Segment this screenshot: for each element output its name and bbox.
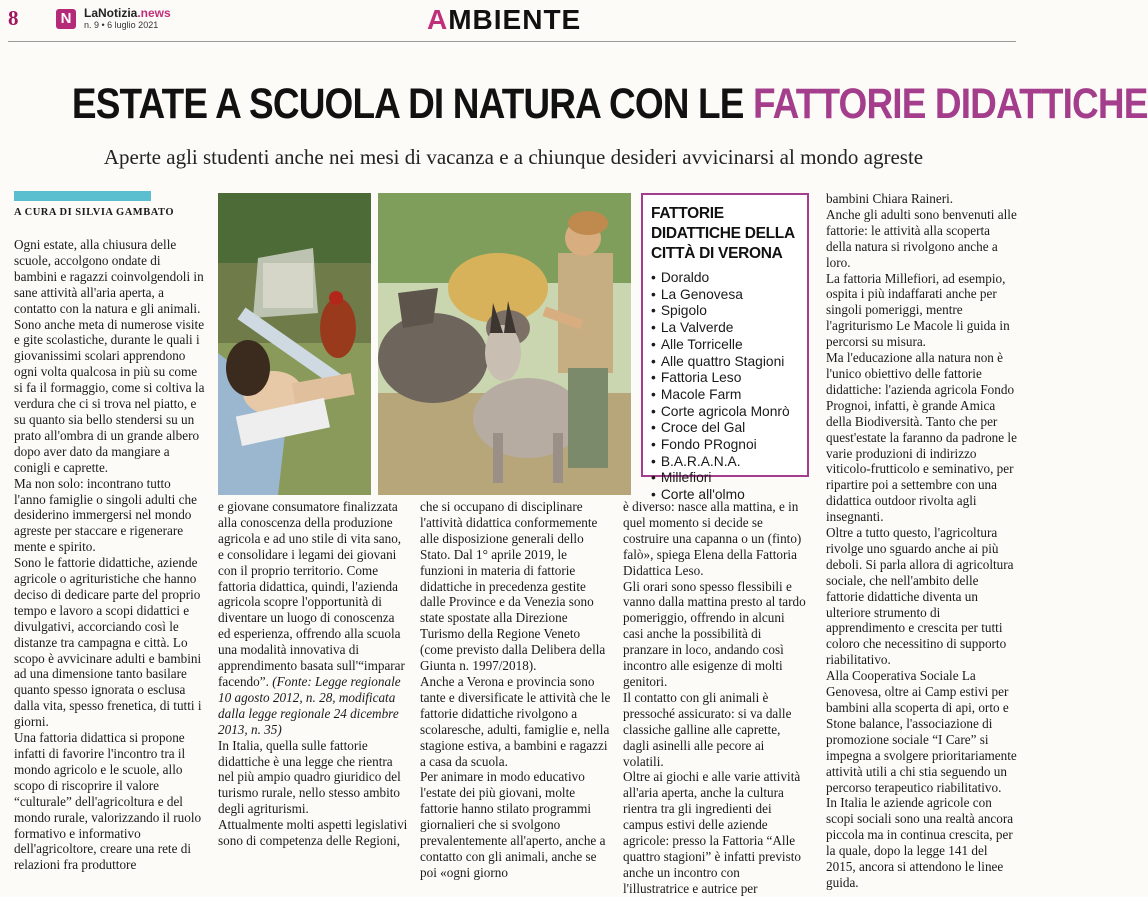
brand-name-main: LaNotizia (84, 6, 138, 20)
paragraph: Ogni estate, alla chiusura delle scuole, accolgono ondate di bambini e ragazzi coinvolgendoli in sane attività all'aria aperta, a contatto con la natura e gli animali. (14, 237, 204, 316)
photo-girl-with-hen (218, 193, 371, 495)
brand-name (84, 6, 171, 20)
section-title (427, 4, 581, 36)
article-column-4 (623, 499, 808, 897)
paragraph: Oltre a tutto questo, l'agricoltura rivolge uno sguardo anche ai più deboli. Si parla allora di agricoltura sociale, che nell'ambito delle fattorie didattiche diventa un ulteriore strumento di apprendimento e crescita per tutti coloro che necessitino di supporto riabilitativo. (826, 525, 1014, 668)
headline-highlight: FATTORIE DIDATTICHE (752, 80, 1148, 128)
list-item: • Corte agricola Monrò (651, 404, 799, 421)
headline (71, 78, 1148, 130)
list-item: • Spigolo (651, 303, 799, 320)
column-5-text (826, 191, 1018, 891)
paragraph: Una fattoria didattica si propone infatti di favorire l'incontro tra il mondo agricolo e le scuole, allo scopo di riscoprire il valore “culturale” dell'agricoltura e del mondo rurale, valorizzando il ruolo formativo e informativo dell'agricoltore, creare una rete di relazioni fra produttore (14, 730, 202, 873)
headline-main: ESTATE A SCUOLA DI NATURA CON LE (71, 80, 753, 128)
paragraph: Per animare in modo educativo l'estate dei più giovani, molte fattorie hanno stilato programmi giornalieri che si svolgono prevalentemente all'aperto, anche a contatto con gli animali, anche se poi «ogni giorno (420, 769, 606, 880)
article-column-1 (14, 237, 205, 873)
brand-logo: N (56, 9, 76, 29)
paragraph: La fattoria Millefiori, ad esempio, ospita i più indaffarati anche per singoli pomeriggi, mentre l'agriturismo Le Macole li guida in percorsi su misura. (826, 270, 1010, 350)
paragraph: Il contatto con gli animali è pressoché assicurato: si va dalle classiche galline alle caprette, dagli asinelli alle pecore ai volatili. (623, 689, 792, 769)
paragraph: Sono le fattorie didattiche, aziende agricole o agrituristiche che hanno deciso di dedicare parte del proprio tempo e lavoro a scopi didattici e divulgativi, accorciando così le distanze tra campagna e città. Lo scopo è avvicinare adulti e bambini ad una dimensione tanto basilare quanto spesso ignorata o esclusa dalla vita, spesso frenetica, di tutti i giorni. (14, 555, 202, 730)
sidebar-list (651, 270, 799, 504)
byline: A CURA DI SILVIA GAMBATO (14, 207, 175, 218)
list-item: • Fondo PRognoi (651, 437, 799, 454)
list-item: • Alle Torricelle (651, 337, 799, 354)
column-3-text (420, 499, 612, 881)
byline-bar (14, 191, 151, 201)
section-title-initial: A (427, 4, 449, 35)
paragraph: che si occupano di disciplinare l'attività didattica conformemente alle disposizione generali dello Stato. Dal 1° aprile 2019, le funzioni in materia di fattorie didattiche in precedenza gestite dalle Province e da Venezia sono state spostate alla Direzione Turismo della Regione Veneto (come previsto dalla Delibera della Giunta n. 1997/2018). (420, 499, 606, 674)
article-column-5 (826, 191, 1018, 891)
paragraph: Sono anche meta di numerose visite e gite scolastiche, durante le quali i giovanissimi scolari apprendono ogni volta qualcosa in più su come si fa il formaggio, come si coltiva la verdura che ci si trova nel piatto, e su quanto sia bello stendersi su un prato all'ombra di un grande albero dopo aver dato da mangiare a conigli e caprette. (14, 316, 205, 475)
list-item: • Corte all'olmo (651, 487, 799, 504)
list-item: • Croce del Gal (651, 420, 799, 437)
paragraph: bambini Chiara Raineri. (826, 191, 954, 206)
paragraph: Ma l'educazione alla natura non è l'unico obiettivo delle fattorie didattiche: l'azienda agricola Fondo Prognoi, infatti, è grande Amica della Biodiversità. Tanto che per quest'estate la faranno da padrone le varie produzioni di indirizzo viticolo-frutticolo e seminativo, per ripartire poi a settembre con una didattica outdoor rivolta agli insegnanti. (826, 350, 1017, 525)
subtitle: Aperte agli studenti anche nei mesi di vacanza e a chiunque desideri avvicinarsi al mondo agreste (103, 145, 924, 169)
paragraph: Alla Cooperativa Sociale La Genovesa, oltre ai Camp estivi per bambini alla scoperta di api, orto e Stone balance, l'associazione di promozione sociale “I Care” si impegna a svolgere prioritariamente attività utili a chi stia seguendo un percorso terapeutico riabilitativo. (826, 668, 1017, 795)
source-citation: (Fonte: Legge regionale 10 agosto 2012, n. 28, modificata dalla legge regionale 24 dicembre 2013, n. 35) (218, 673, 401, 737)
article-column-3 (420, 499, 612, 881)
sidebar-farm-list (641, 193, 809, 503)
sidebar-title: FATTORIE DIDATTICHE DELLA CITTÀ DI VERONA (651, 205, 795, 262)
brand-name-suffix: .news (137, 6, 171, 20)
list-item: • Alle quattro Stagioni (651, 354, 799, 371)
paragraph: Anche gli adulti sono benvenuti alle fattorie: le attività alla scoperta della natura si rivolgono anche a loro. (826, 206, 1017, 270)
page-number: 8 (8, 6, 19, 30)
paragraph: In Italia, quella sulle fattorie didattiche è una legge che rientra nel più ampio quadro giuridico del turismo rurale, nello stesso ambito degli agriturismi. (218, 737, 401, 817)
column-4-text (623, 499, 808, 897)
header-divider (8, 41, 1016, 42)
photo-woman-with-donkeys (378, 193, 631, 495)
list-item: • Millefiori (651, 470, 799, 487)
column-2-text-b (218, 738, 408, 849)
paragraph: Gli orari sono spesso flessibili e vanno dalla mattina presto al tardo pomeriggio, offrendo in alcuni casi anche la possibilità di pranzare in loco, andando così incontro alle esigenze di molti genitori. (623, 578, 806, 689)
paragraph: è diverso: nasce alla mattina, e in quel momento si decide se costruire una capanna o un (finto) falò», spiega Elena della Fattoria Didattica Leso. (623, 499, 802, 578)
list-item: • La Valverde (651, 320, 799, 337)
paragraph: Anche a Verona e provincia sono tante e diversificate le attività che le fattorie didattiche rivolgono a scolaresche, adulti, famiglie e, nella stagione estiva, a bambini e ragazzi a casa da scuola. (420, 673, 611, 769)
list-item: • La Genovesa (651, 287, 799, 304)
column-2-text-a: e giovane consumatore finalizzata alla conoscenza della produzione agricola e ad uno stile di vita sano, e consolidare i legami dei giovani con il proprio territorio. Come fattoria didattica, quindi, l'azienda agricola scopre l'opportunità di diventare un luogo di conoscenza ed esperienza, offrendo alla scuola una modalità innovativa di apprendimento basata sull'“imparar facendo”. (218, 499, 405, 689)
list-item: • Doraldo (651, 270, 799, 287)
paragraph: Ma non solo: incontrano tutto l'anno famiglie o singoli adulti che desiderino immergersi nel mondo agreste per staccare e rigenerare mente e spirito. (14, 475, 197, 555)
paragraph: Oltre ai giochi e alle varie attività all'aria aperta, anche la cultura rientra tra gli ingredienti dei campus estivi delle aziende agricole: presso la Fattoria “Alle quattro stagioni” è infatti previsto anche un incontro con l'illustratrice e autrice per (623, 769, 801, 896)
section-title-rest: MBIENTE (448, 4, 582, 35)
list-item: • Fattoria Leso (651, 370, 799, 387)
paragraph: In Italia le aziende agricole con scopi sociali sono una realtà ancora piccola ma in continua crescita, per la quale, dopo la legge 141 del 2015, ancora si attendono le linee guida. (826, 795, 1014, 890)
article-column-2 (218, 499, 408, 849)
paragraph: Attualmente molti aspetti legislativi sono di competenza delle Regioni, (218, 817, 408, 849)
list-item: • B.A.R.A.N.A. (651, 454, 799, 471)
list-item: • Macole Farm (651, 387, 799, 404)
column-1-text (14, 237, 205, 873)
issue-info: n. 9 • 6 luglio 2021 (84, 20, 159, 30)
